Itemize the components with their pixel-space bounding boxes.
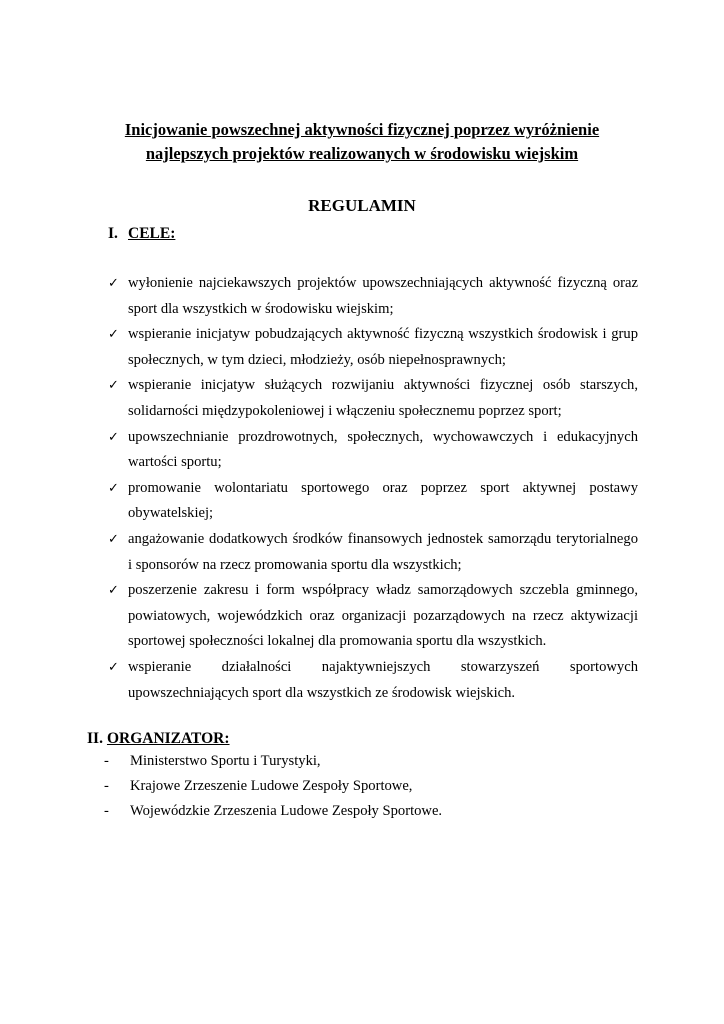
check-icon: ✓	[108, 276, 119, 291]
list-item	[108, 527, 638, 578]
regulamin-heading: REGULAMIN	[308, 196, 416, 215]
goal-text: wyłonienie najciekawszych projektów upowszechniających aktywność fizyczną oraz sport dla wszystkich w środowisku wiejskim;	[128, 275, 638, 317]
list-item	[108, 476, 638, 527]
list-item	[108, 373, 638, 424]
list-item	[108, 578, 638, 655]
list-item	[108, 425, 638, 476]
organizer-text: Wojewódzkie Zrzeszenia Ludowe Zespoły Sportowe.	[130, 803, 443, 819]
section-organizator-heading	[87, 730, 230, 748]
list-item	[104, 799, 442, 824]
section-number: I.	[108, 225, 118, 242]
section-number: II.	[87, 730, 103, 747]
goal-text-line-1: wspieranie działalności najaktywniejszych stowarzyszeń sportowych	[128, 658, 638, 675]
check-icon: ✓	[108, 531, 119, 547]
check-icon: ✓	[108, 378, 119, 394]
list-item	[108, 655, 638, 706]
document-title	[80, 118, 644, 166]
check-icon: ✓	[108, 583, 119, 599]
list-item	[104, 749, 442, 774]
goal-text: poszerzenie zakresu i form współpracy władz samorządowych szczebla gminnego, powiatowych, wojewódzkich oraz organizacji pozarządowych na rzecz aktywizacji sportowej społeczności lokalnej dla promowania sportu dla wszystkich.	[128, 582, 638, 650]
organizers-list	[104, 749, 442, 824]
goals-list	[108, 271, 638, 706]
title-line-1: Inicjowanie powszechnej aktywności fizycznej poprzez wyróżnienie	[124, 120, 600, 139]
list-item	[108, 322, 638, 373]
goal-text: angażowanie dodatkowych środków finansowych jednostek samorządu terytorialnego i sponsorów na rzecz promowania sportu dla wszystkich;	[128, 530, 638, 573]
goal-text: upowszechnianie prozdrowotnych, społecznych, wychowawczych i edukacyjnych wartości sportu;	[128, 428, 638, 471]
check-icon: ✓	[108, 429, 119, 445]
goal-text	[128, 655, 638, 706]
goal-text: wspieranie inicjatyw pobudzających aktywność fizyczną wszystkich środowisk i grup społecznych, w tym dzieci, młodzieży, osób niepełnosprawnych;	[128, 326, 638, 368]
goal-text-line-2: upowszechniających sport dla wszystkich ze środowisk wiejskich.	[128, 684, 516, 701]
organizer-text: Krajowe Zrzeszenie Ludowe Zespoły Sportowe,	[130, 778, 413, 794]
check-icon: ✓	[108, 327, 119, 343]
section-label: CELE:	[128, 225, 176, 242]
organizer-text: Ministerstwo Sportu i Turystyki,	[130, 753, 321, 769]
list-item	[108, 271, 638, 322]
section-cele-heading	[108, 225, 175, 243]
goal-text: promowanie wolontariatu sportowego oraz poprzez sport aktywnej postawy obywatelskiej;	[128, 479, 638, 522]
dash-bullet: -	[104, 778, 109, 794]
goal-text: wspieranie inicjatyw służących rozwijaniu aktywności fizycznej osób starszych, solidarności międzypokoleniowej i włączeniu społecznemu poprzez sport;	[128, 377, 638, 419]
title-line-2: najlepszych projektów realizowanych w środowisku wiejskim	[145, 144, 579, 163]
check-icon: ✓	[108, 659, 119, 675]
check-icon: ✓	[108, 480, 119, 496]
dash-bullet: -	[104, 753, 109, 769]
dash-bullet: -	[104, 803, 109, 819]
list-item	[104, 774, 442, 799]
section-label: ORGANIZATOR:	[106, 730, 230, 747]
